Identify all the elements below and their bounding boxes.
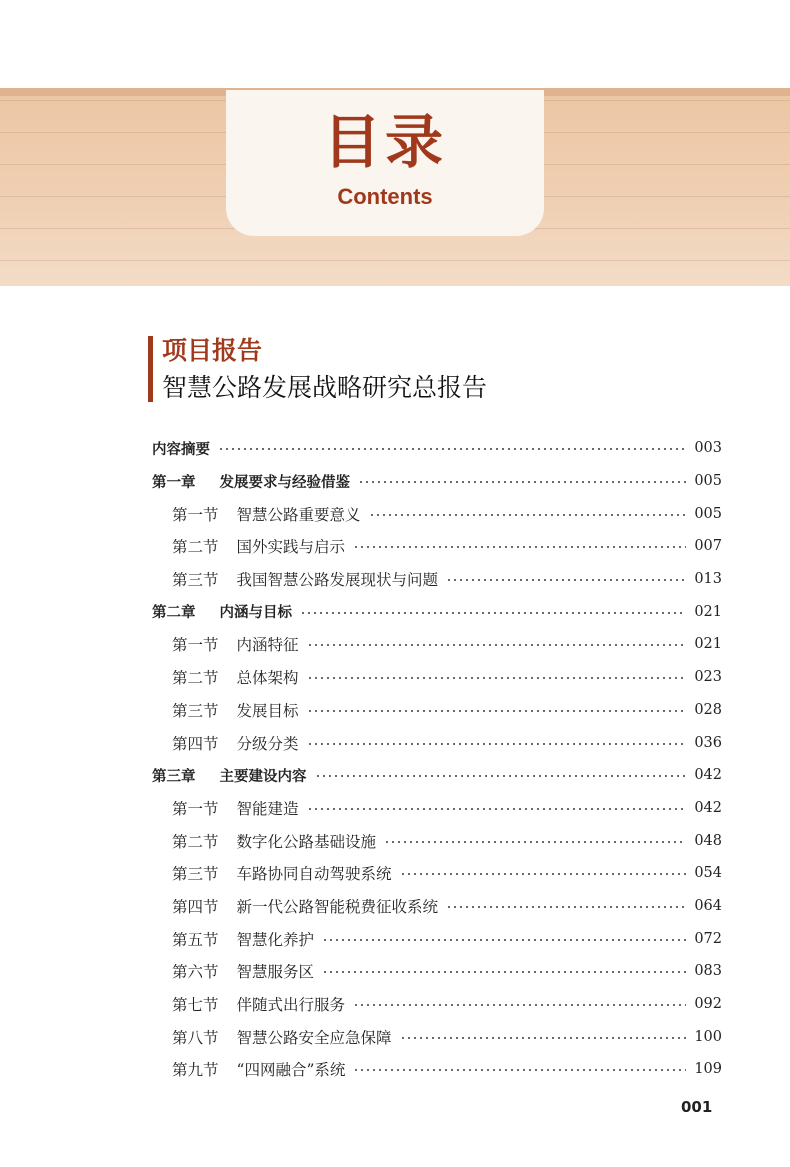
toc-entry-page: 036 xyxy=(694,734,722,751)
toc-section-entry[interactable] xyxy=(152,988,722,1021)
toc-entry-page: 005 xyxy=(694,505,722,522)
toc-section-entry[interactable] xyxy=(152,563,722,596)
toc-dot-leader xyxy=(307,676,686,680)
page-title: 目录 xyxy=(322,108,447,176)
page-number: 001 xyxy=(681,1098,713,1116)
toc-dot-leader xyxy=(315,774,687,778)
toc-entry-page: 021 xyxy=(694,636,722,653)
toc-section-entry[interactable] xyxy=(152,628,722,661)
toc-entry-page: 013 xyxy=(694,571,722,588)
toc-entry-number: 第一节 xyxy=(172,799,219,818)
toc-dot-leader xyxy=(307,643,686,647)
toc-dot-leader xyxy=(358,480,686,484)
toc-entry-number: 第九节 xyxy=(172,1061,219,1080)
toc-entry-title: 发展要求与经验借鉴 xyxy=(219,474,350,491)
toc-entry-page: 023 xyxy=(694,669,722,686)
toc-entry-title: 我国智慧公路发展现状与问题 xyxy=(236,571,439,590)
toc-entry-page: 048 xyxy=(694,832,722,849)
section-title: 智慧公路发展战略研究总报告 xyxy=(162,373,488,402)
toc-entry-page: 003 xyxy=(694,440,722,457)
toc-chapter-entry[interactable] xyxy=(152,595,722,628)
toc-dot-leader xyxy=(218,447,686,451)
toc-entry-number: 第六节 xyxy=(172,963,219,982)
page-subtitle: Contents xyxy=(337,184,433,209)
title-card xyxy=(226,90,544,236)
toc-entry-number: 第四节 xyxy=(172,734,219,753)
toc-section-entry[interactable] xyxy=(152,726,722,759)
toc-dot-leader xyxy=(446,578,686,582)
toc-dot-leader xyxy=(322,970,686,974)
table-of-contents xyxy=(152,432,722,1086)
toc-entry-title: 主要建设内容 xyxy=(219,768,307,785)
toc-chapter-entry[interactable] xyxy=(152,465,722,498)
toc-chapter-entry[interactable] xyxy=(152,759,722,792)
toc-entry-number: 第八节 xyxy=(172,1028,219,1047)
toc-entry-number: 第一节 xyxy=(172,505,219,524)
toc-entry-title: 智慧服务区 xyxy=(236,963,315,982)
toc-entry-number: 第一章 xyxy=(152,474,196,491)
toc-dot-leader xyxy=(307,742,686,746)
toc-section-entry[interactable] xyxy=(152,824,722,857)
toc-dot-leader xyxy=(353,1068,686,1072)
toc-section-entry[interactable] xyxy=(152,1053,722,1086)
toc-entry-page: 021 xyxy=(694,603,722,620)
toc-entry-number: 第二节 xyxy=(172,669,219,688)
toc-entry-page: 092 xyxy=(694,996,722,1013)
toc-entry-title: 内涵特征 xyxy=(236,636,299,655)
toc-section-entry[interactable] xyxy=(152,922,722,955)
toc-section-entry[interactable] xyxy=(152,497,722,530)
toc-dot-leader xyxy=(400,872,686,876)
toc-section-entry[interactable] xyxy=(152,694,722,727)
toc-entry-page: 007 xyxy=(694,538,722,555)
toc-dot-leader xyxy=(353,1003,686,1007)
toc-entry-title: 国外实践与启示 xyxy=(236,538,346,557)
toc-entry-title: 智慧公路重要意义 xyxy=(236,505,361,524)
toc-entry-page: 028 xyxy=(694,701,722,718)
toc-entry-number: 第二章 xyxy=(152,605,196,622)
toc-entry-number: 内容摘要 xyxy=(152,441,210,458)
toc-entry-title: 智能建造 xyxy=(236,799,299,818)
toc-entry-title: 发展目标 xyxy=(236,701,299,720)
toc-section-entry[interactable] xyxy=(152,1020,722,1053)
toc-entry-title: 总体架构 xyxy=(236,669,299,688)
toc-dot-leader xyxy=(307,709,686,713)
toc-entry-title: 智慧化养护 xyxy=(236,930,315,949)
toc-dot-leader xyxy=(322,938,686,942)
toc-dot-leader xyxy=(384,840,686,844)
toc-section-entry[interactable] xyxy=(152,890,722,923)
toc-entry-number: 第二节 xyxy=(172,538,219,557)
toc-entry-title: 分级分类 xyxy=(236,734,299,753)
section-label: 项目报告 xyxy=(162,336,263,365)
toc-entry-number: 第四节 xyxy=(172,897,219,916)
toc-entry-number: 第三节 xyxy=(172,865,219,884)
toc-entry-page: 042 xyxy=(694,799,722,816)
section-accent-bar xyxy=(148,336,153,402)
toc-entry-number: 第一节 xyxy=(172,636,219,655)
toc-entry-number: 第三节 xyxy=(172,571,219,590)
toc-entry-number: 第七节 xyxy=(172,996,219,1015)
toc-entry-title: 智慧公路安全应急保障 xyxy=(236,1028,392,1047)
toc-entry-number: 第五节 xyxy=(172,930,219,949)
toc-dot-leader xyxy=(307,807,686,811)
toc-entry-number: 第三章 xyxy=(152,768,196,785)
toc-entry-page: 064 xyxy=(694,897,722,914)
toc-entry-number: 第二节 xyxy=(172,832,219,851)
toc-section-entry[interactable] xyxy=(152,955,722,988)
toc-entry-title: 新一代公路智能税费征收系统 xyxy=(236,897,439,916)
toc-entry-title: 车路协同自动驾驶系统 xyxy=(236,865,392,884)
toc-dot-leader xyxy=(446,905,686,909)
toc-dot-leader xyxy=(353,545,686,549)
toc-chapter-entry[interactable] xyxy=(152,432,722,465)
toc-section-entry[interactable] xyxy=(152,661,722,694)
toc-dot-leader xyxy=(300,611,686,615)
toc-section-entry[interactable] xyxy=(152,530,722,563)
toc-entry-title: “四网融合”系统 xyxy=(236,1061,346,1080)
toc-dot-leader xyxy=(400,1036,686,1040)
toc-entry-title: 伴随式出行服务 xyxy=(236,996,346,1015)
toc-entry-title: 内涵与目标 xyxy=(219,605,292,622)
toc-section-entry[interactable] xyxy=(152,792,722,825)
toc-entry-page: 005 xyxy=(694,473,722,490)
toc-entry-page: 054 xyxy=(694,865,722,882)
toc-entry-page: 042 xyxy=(694,767,722,784)
toc-dot-leader xyxy=(369,513,686,517)
toc-entry-page: 109 xyxy=(694,1061,722,1078)
toc-section-entry[interactable] xyxy=(152,857,722,890)
toc-entry-page: 072 xyxy=(694,930,722,947)
toc-entry-number: 第三节 xyxy=(172,701,219,720)
toc-entry-page: 100 xyxy=(694,1028,722,1045)
toc-entry-page: 083 xyxy=(694,963,722,980)
toc-entry-title: 数字化公路基础设施 xyxy=(236,832,377,851)
